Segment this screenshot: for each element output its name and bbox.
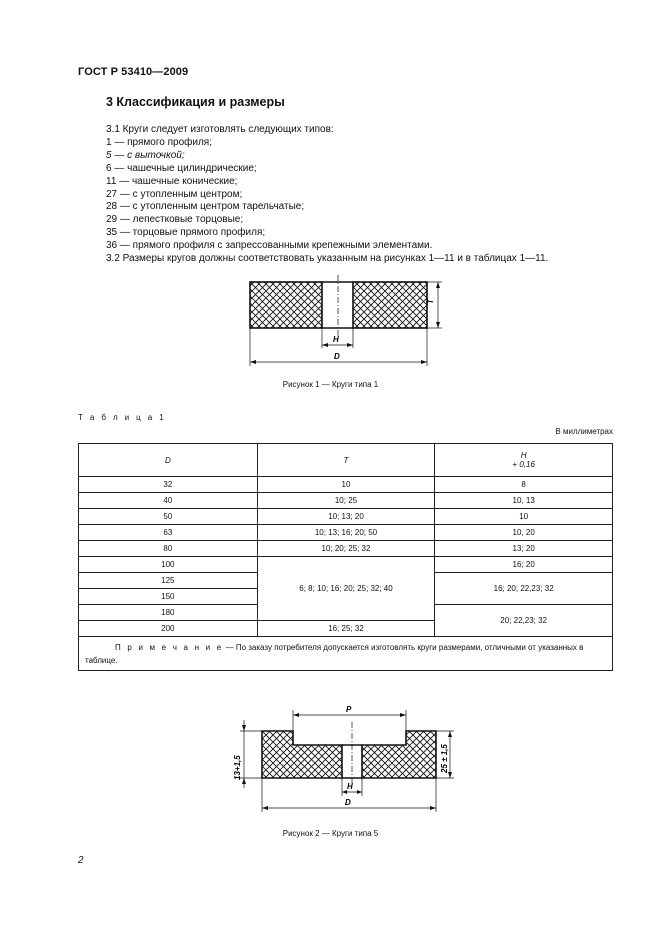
cell-T-merged: 6; 8; 10; 16; 20; 25; 32; 40 [257, 557, 435, 621]
figure-1-caption: Рисунок 1 — Круги типа 1 [282, 380, 379, 389]
table-1-title: Т а б л и ц а 1 [78, 413, 167, 422]
cell-D: 50 [79, 509, 258, 525]
table-row [79, 557, 613, 573]
cell-D: 80 [79, 541, 258, 557]
col-header-H-tolerance: + 0,16 [512, 460, 535, 469]
type-item: 36 — прямого профиля с запрессованными крепежными элементами. [106, 240, 433, 252]
type-item: 1 — прямого профиля; [106, 136, 212, 148]
table-note [79, 637, 613, 671]
col-header-D: D [79, 444, 258, 477]
table-row [79, 509, 613, 525]
dim-D2-label: D [345, 798, 351, 807]
note-text: — По заказу потребителя допускается изготовлять круги размерами, отличными от указанных в таблице. [85, 643, 584, 665]
cell-D: 125 [79, 573, 258, 589]
cell-D: 63 [79, 525, 258, 541]
page-number: 2 [78, 855, 84, 866]
col-header-H-symbol: H [520, 451, 527, 460]
cell-H: 10, 20 [435, 525, 613, 541]
section-body [106, 124, 626, 266]
type-item: 6 — чашечные цилиндрические; [106, 162, 257, 174]
cell-H: 10 [435, 509, 613, 525]
cell-H-merged: 20; 22,23; 32 [435, 605, 613, 637]
dim-right-label: 25 ± 1,5 [440, 744, 449, 773]
cell-H-merged: 16; 20; 22,23; 32 [435, 573, 613, 605]
cell-D: 180 [79, 605, 258, 621]
cell-D: 40 [79, 493, 258, 509]
note-label: П р и м е ч а н и е [115, 643, 224, 652]
type-item: 27 — с утопленным центром; [106, 188, 243, 200]
figure-2-drawing [0, 700, 661, 825]
type-item: 11 — чашечные конические; [106, 175, 238, 187]
cell-T: 10; 13; 16; 20; 50 [257, 525, 435, 541]
cell-T: 10; 25 [257, 493, 435, 509]
cell-T: 10 [257, 477, 435, 493]
table-1 [78, 443, 613, 671]
document-header: ГОСТ Р 53410—2009 [78, 66, 189, 78]
cell-H: 10, 13 [435, 493, 613, 509]
dim-H2-label: H [347, 782, 353, 791]
table-row [79, 493, 613, 509]
col-header-T: T [257, 444, 435, 477]
cell-D: 150 [79, 589, 258, 605]
dim-T-label: T [426, 299, 435, 304]
table-row [79, 477, 613, 493]
paragraph-3-2: 3.2 Размеры кругов должны соответствовать указанным на рисунках 1—11 и в таблицах 1—11. [106, 253, 549, 265]
figure-1-drawing [0, 270, 661, 380]
table-1-units: В миллиметрах [555, 427, 613, 436]
cell-D: 200 [79, 621, 258, 637]
figure-2-caption: Рисунок 2 — Круги типа 5 [282, 829, 379, 838]
type-item: 29 — лепестковые торцовые; [106, 214, 244, 226]
cell-H: 13; 20 [435, 541, 613, 557]
cell-T: 16; 25; 32 [257, 621, 435, 637]
table-row [79, 541, 613, 557]
table-row [79, 525, 613, 541]
dim-H-label: H [333, 335, 339, 344]
cell-D: 100 [79, 557, 258, 573]
paragraph-3-1: 3.1 Круги следует изготовлять следующих типов: [106, 124, 334, 135]
cell-H: 16; 20 [435, 557, 613, 573]
col-header-H [435, 444, 613, 477]
section-title: 3 Классификация и размеры [106, 95, 285, 109]
dim-left-label: 13+1,5 [233, 755, 242, 780]
dim-P-label: P [346, 705, 352, 714]
type-item: 35 — торцовые прямого профиля; [106, 227, 266, 239]
type-item: 5 — с выточкой; [106, 149, 185, 161]
cell-D: 32 [79, 477, 258, 493]
type-item: 28 — с утопленным центром тарельчатые; [106, 201, 305, 213]
cell-H: 8 [435, 477, 613, 493]
cell-T: 10; 13; 20 [257, 509, 435, 525]
dim-D-label: D [334, 352, 340, 361]
cell-T: 10; 20; 25; 32 [257, 541, 435, 557]
